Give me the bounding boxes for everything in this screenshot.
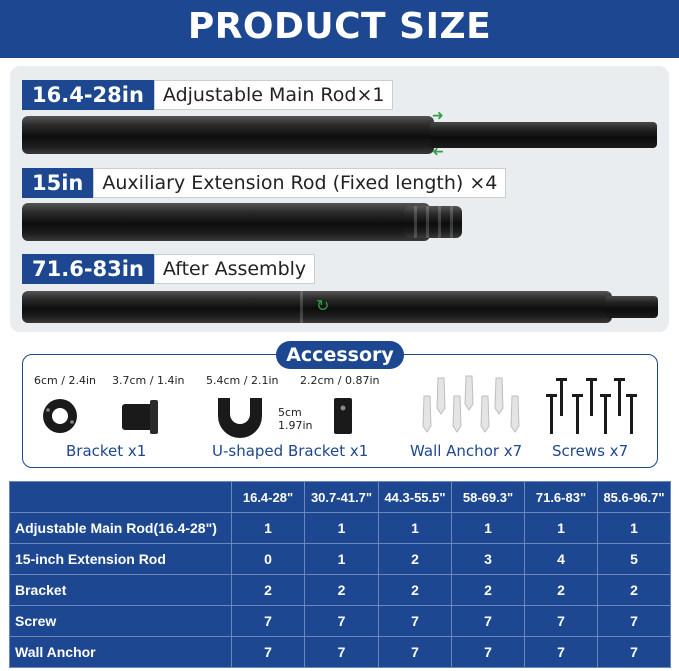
table-corner-cell	[10, 482, 232, 513]
u-bracket-height-in: 1.97in	[278, 419, 313, 432]
table-cell: 1	[452, 513, 525, 544]
rotate-arrow-icon: ↻	[316, 296, 330, 315]
table-cell: 7	[379, 637, 452, 668]
extension-rod-image	[22, 203, 430, 241]
thread-ring	[450, 206, 453, 238]
main-rod-image	[22, 116, 434, 154]
table-cell: 7	[525, 637, 598, 668]
table-header-row	[10, 482, 671, 513]
main-rod-inner-tube	[430, 122, 657, 148]
table-cell: 7	[598, 606, 671, 637]
row-header: Wall Anchor	[10, 637, 232, 668]
table-cell: 5	[598, 544, 671, 575]
table-row	[10, 606, 671, 637]
table-cell: 1	[525, 513, 598, 544]
table-row	[10, 513, 671, 544]
retract-arrow-icon: ➜	[432, 144, 444, 160]
row-header: Adjustable Main Rod(16.4-28")	[10, 513, 232, 544]
table-cell: 4	[525, 544, 598, 575]
rod-dimension: 71.6-83in	[22, 254, 154, 284]
table-cell: 7	[305, 606, 379, 637]
row-header: Bracket	[10, 575, 232, 606]
rod-description: After Assembly	[154, 254, 315, 284]
u-bracket-height-cm: 5cm	[278, 406, 302, 419]
table-cell: 2	[452, 575, 525, 606]
table-cell: 7	[452, 637, 525, 668]
thread-ring	[438, 206, 441, 238]
rod-label-assembly	[22, 254, 315, 284]
bracket-depth: 3.7cm / 1.4in	[112, 374, 185, 387]
screws-icon	[546, 376, 638, 440]
table-cell: 2	[379, 544, 452, 575]
assembled-rod-tip	[605, 296, 658, 318]
table-row	[10, 544, 671, 575]
page-title: PRODUCT SIZE	[187, 6, 492, 47]
table-cell: 1	[598, 513, 671, 544]
joint-ring	[300, 291, 303, 323]
table-cell: 1	[379, 513, 452, 544]
table-cell: 2	[598, 575, 671, 606]
extension-rod-thread	[404, 206, 462, 238]
rod-description: Auxiliary Extension Rod (Fixed length) ×4	[93, 168, 506, 198]
column-header: 30.7-41.7"	[305, 482, 379, 513]
u-bracket-icon	[214, 394, 266, 440]
header-banner	[0, 0, 679, 58]
table-cell: 1	[305, 513, 379, 544]
rod-label-extension	[22, 168, 506, 198]
table-cell: 2	[525, 575, 598, 606]
column-header: 44.3-55.5"	[379, 482, 452, 513]
table-row	[10, 575, 671, 606]
extend-arrow-icon: ➜	[432, 108, 444, 124]
table-cell: 7	[598, 637, 671, 668]
table-cell: 7	[452, 606, 525, 637]
thread-ring	[426, 206, 429, 238]
table-row	[10, 637, 671, 668]
rod-dimension: 15in	[22, 168, 93, 198]
wall-anchor-label: Wall Anchor x7	[410, 442, 523, 460]
column-header: 71.6-83"	[525, 482, 598, 513]
column-header: 58-69.3"	[452, 482, 525, 513]
bracket-label: Bracket x1	[66, 442, 147, 460]
table-cell: 2	[379, 575, 452, 606]
rod-label-main	[22, 80, 393, 110]
u-bracket-label: U-shaped Bracket x1	[212, 442, 369, 460]
table-cell: 3	[452, 544, 525, 575]
accessory-title: Accessory	[276, 341, 404, 369]
rod-description: Adjustable Main Rod×1	[154, 80, 394, 110]
table-cell: 7	[232, 637, 305, 668]
screws-label: Screws x7	[552, 442, 629, 460]
table-cell: 2	[232, 575, 305, 606]
wall-anchor-icon	[418, 374, 528, 438]
bracket-diameter: 6cm / 2.4in	[34, 374, 96, 387]
table-cell: 0	[232, 544, 305, 575]
row-header: Screw	[10, 606, 232, 637]
u-bracket-width: 5.4cm / 2.1in	[206, 374, 279, 387]
column-header: 85.6-96.7"	[598, 482, 671, 513]
u-bracket-depth: 2.2cm / 0.87in	[300, 374, 380, 387]
table-cell: 7	[305, 637, 379, 668]
u-bracket-side-icon	[330, 396, 356, 436]
table-cell: 7	[525, 606, 598, 637]
rod-dimension: 16.4-28in	[22, 80, 154, 110]
table-cell: 1	[232, 513, 305, 544]
table-cell: 7	[379, 606, 452, 637]
column-header: 16.4-28"	[232, 482, 305, 513]
row-header: 15-inch Extension Rod	[10, 544, 232, 575]
bracket-ring-icon	[40, 396, 80, 436]
table-cell: 2	[305, 575, 379, 606]
table-cell: 1	[305, 544, 379, 575]
bracket-cup-icon	[120, 398, 162, 434]
thread-ring	[414, 206, 417, 238]
quantity-table	[9, 481, 670, 668]
table-cell: 7	[232, 606, 305, 637]
